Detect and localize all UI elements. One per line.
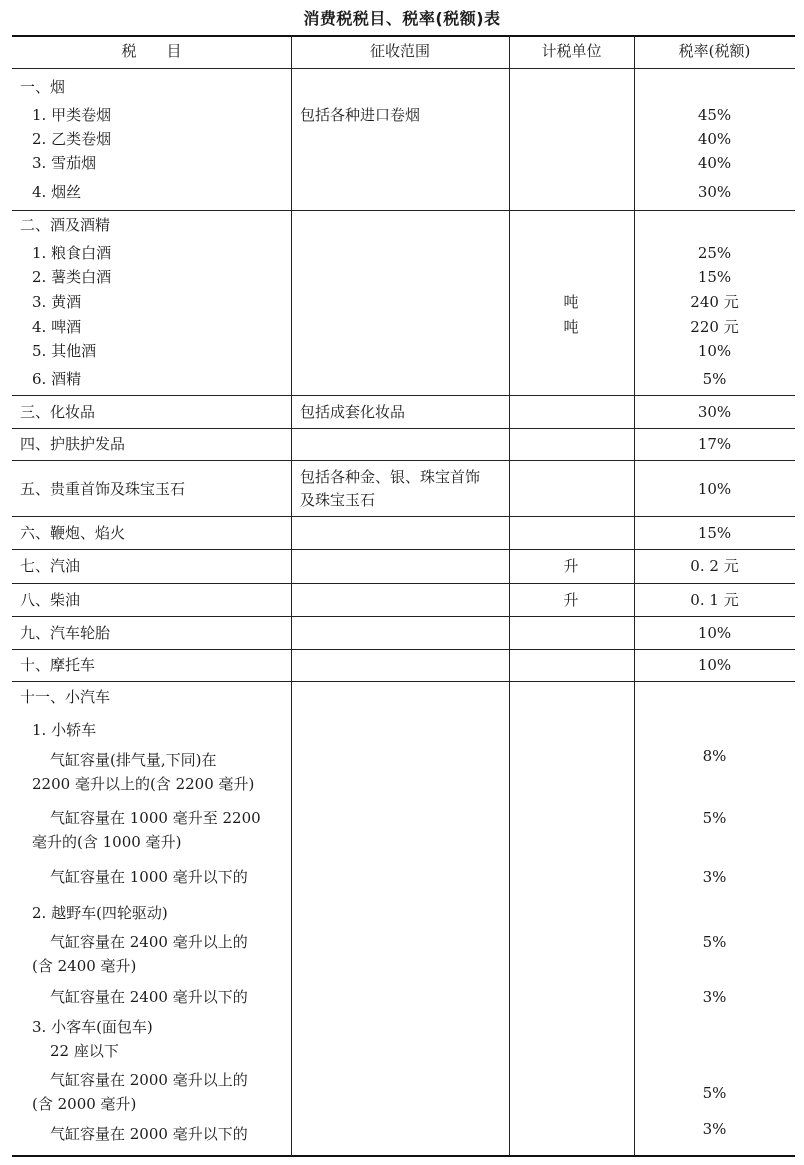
- item-rate: 40%: [697, 130, 732, 148]
- sedan-c: 气缸容量在 1000 毫升以下的: [50, 868, 248, 886]
- header-rate: 税率(税额): [678, 42, 751, 60]
- row-divider: [12, 583, 795, 584]
- category-fireworks: 六、鞭炮、焰火: [20, 524, 126, 542]
- sedan-a-line2: 2200 毫升以上的(含 2200 毫升): [32, 775, 255, 793]
- item-unit: 升: [563, 557, 579, 575]
- header-item: 税 目: [121, 42, 182, 60]
- item-rate: 45%: [697, 106, 732, 124]
- tax-table: [12, 35, 795, 1157]
- item-name: 4. 烟丝: [32, 183, 82, 201]
- item-rate: 0. 2 元: [690, 557, 739, 575]
- item-rate: 240 元: [690, 293, 739, 311]
- item-rate: 17%: [697, 435, 732, 453]
- suv-label: 2. 越野车(四轮驱动): [32, 904, 168, 922]
- scope-cosmetics: 包括成套化妆品: [300, 403, 406, 421]
- category-gasoline: 七、汽油: [20, 557, 81, 575]
- item-rate: 8%: [702, 747, 727, 765]
- item-rate: 10%: [697, 480, 732, 498]
- table-bottom-border: [12, 1155, 795, 1157]
- item-name: 4. 啤酒: [32, 318, 82, 336]
- item-rate: 40%: [697, 154, 732, 172]
- item-name: 6. 酒精: [32, 370, 82, 388]
- item-unit: 吨: [563, 318, 579, 336]
- item-name: 5. 其他酒: [32, 342, 97, 360]
- item-rate: 3%: [702, 988, 727, 1006]
- scope-tobacco: 包括各种进口卷烟: [300, 106, 421, 124]
- table-title: 消费税税目、税率(税额)表: [303, 9, 501, 28]
- item-name: 1. 粮食白酒: [32, 244, 112, 262]
- item-rate: 15%: [697, 268, 732, 286]
- row-divider: [12, 549, 795, 550]
- item-name: 2. 乙类卷烟: [32, 130, 112, 148]
- column-divider: [291, 35, 292, 1156]
- item-rate: 30%: [697, 403, 732, 421]
- suv-b: 气缸容量在 2400 毫升以下的: [50, 988, 248, 1006]
- sedan-label: 1. 小轿车: [32, 721, 97, 739]
- item-rate: 15%: [697, 524, 732, 542]
- item-name: 3. 雪茄烟: [32, 154, 97, 172]
- row-divider: [12, 210, 795, 211]
- row-divider: [12, 681, 795, 682]
- row-divider: [12, 395, 795, 396]
- row-divider: [12, 616, 795, 617]
- sedan-b-line2: 毫升的(含 1000 毫升): [32, 833, 182, 851]
- item-rate: 10%: [697, 624, 732, 642]
- item-unit: 吨: [563, 293, 579, 311]
- item-rate: 3%: [702, 868, 727, 886]
- item-name: 1. 甲类卷烟: [32, 106, 112, 124]
- item-rate: 30%: [697, 183, 732, 201]
- category-motorcycle: 十、摩托车: [20, 656, 96, 674]
- row-divider: [12, 516, 795, 517]
- van-a-line1: 气缸容量在 2000 毫升以上的: [50, 1071, 248, 1089]
- category-tobacco: 一、烟: [20, 78, 66, 96]
- suv-a-line1: 气缸容量在 2400 毫升以上的: [50, 933, 248, 951]
- item-rate: 0. 1 元: [690, 591, 739, 609]
- sedan-a-line1: 气缸容量(排气量,下同)在: [50, 751, 217, 769]
- item-name: 2. 薯类白酒: [32, 268, 112, 286]
- item-rate: 5%: [702, 933, 727, 951]
- item-rate: 10%: [697, 342, 732, 360]
- van-seats: 22 座以下: [50, 1042, 119, 1060]
- category-jewelry: 五、贵重首饰及珠宝玉石: [20, 480, 186, 498]
- category-cars: 十一、小汽车: [20, 688, 111, 706]
- item-rate: 10%: [697, 656, 732, 674]
- item-rate: 5%: [702, 370, 727, 388]
- item-name: 3. 黄酒: [32, 293, 82, 311]
- item-rate: 5%: [702, 1084, 727, 1102]
- item-rate: 220 元: [690, 318, 739, 336]
- item-rate: 3%: [702, 1120, 727, 1138]
- header-divider: [12, 68, 795, 69]
- item-rate: 5%: [702, 809, 727, 827]
- header-unit: 计税单位: [541, 42, 602, 60]
- sedan-b-line1: 气缸容量在 1000 毫升至 2200: [50, 809, 261, 827]
- category-cosmetics: 三、化妆品: [20, 403, 96, 421]
- van-b: 气缸容量在 2000 毫升以下的: [50, 1125, 248, 1143]
- item-rate: 25%: [697, 244, 732, 262]
- category-diesel: 八、柴油: [20, 591, 81, 609]
- category-skincare: 四、护肤护发品: [20, 435, 126, 453]
- header-scope: 征收范围: [369, 42, 430, 60]
- row-divider: [12, 428, 795, 429]
- category-alcohol: 二、酒及酒精: [20, 216, 111, 234]
- row-divider: [12, 460, 795, 461]
- row-divider: [12, 649, 795, 650]
- suv-a-line2: (含 2400 毫升): [32, 957, 137, 975]
- scope-jewelry-line1: 包括各种金、银、珠宝首饰: [300, 468, 481, 486]
- van-a-line2: (含 2000 毫升): [32, 1095, 137, 1113]
- item-unit: 升: [563, 591, 579, 609]
- scope-jewelry-line2: 及珠宝玉石: [300, 491, 376, 509]
- category-tires: 九、汽车轮胎: [20, 624, 111, 642]
- van-label: 3. 小客车(面包车): [32, 1018, 153, 1036]
